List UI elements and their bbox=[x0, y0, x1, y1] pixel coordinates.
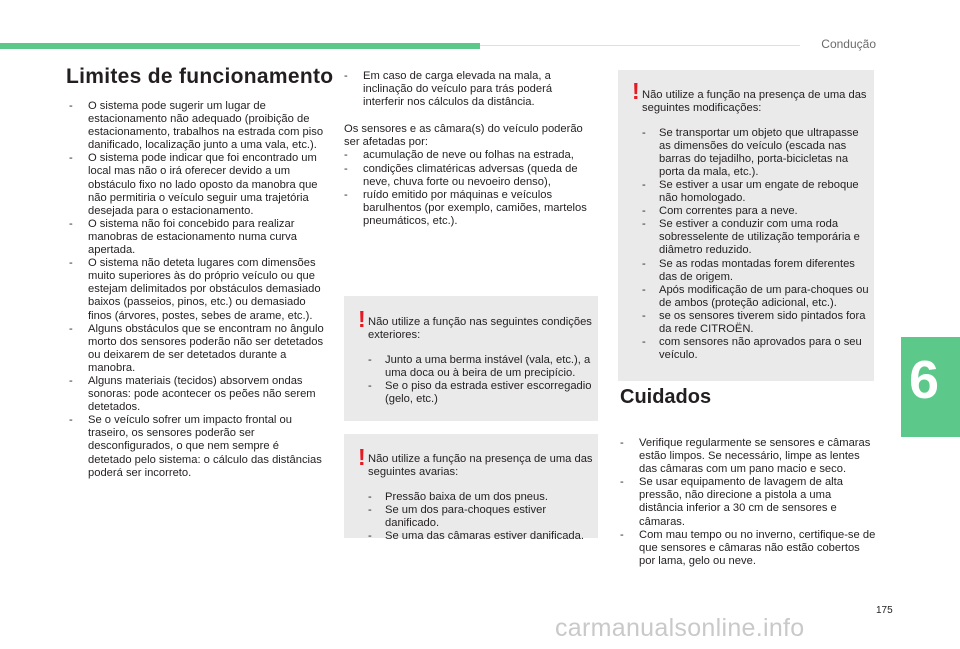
limits-item: - O sistema pode indicar que foi encontrado um local mas não o irá oferecer devido a um obstáculo fixo no lado oposto da manobra que não permitiria o veículo seguir uma trajetória desejada para o estacionamento. bbox=[69, 152, 325, 217]
warning-item: - Junto a uma berma instável (vala, etc.), a uma doca ou à beira de um precipício. bbox=[368, 354, 594, 380]
limits-item: - Alguns materiais (tecidos) absorvem ondas sonoras: pode acontecer os peões não serem detetados. bbox=[69, 375, 325, 414]
limits-item: - Alguns obstáculos que se encontram no ângulo morto dos sensores poderão não ser detetados ou deixarem de ser detetados durante a manobra. bbox=[69, 323, 325, 375]
care-item: - Verifique regularmente se sensores e câmaras estão limpos. Se necessário, limpe as lentes das câmaras com um pano macio e seco. bbox=[620, 437, 878, 476]
warning-intro: Não utilize a função nas seguintes condições exteriores: bbox=[368, 316, 592, 342]
section-title: Condução bbox=[821, 37, 876, 51]
limits-item: - O sistema não foi concebido para realizar manobras de estacionamento numa curva apertada. bbox=[69, 218, 325, 257]
warning-list bbox=[368, 354, 594, 406]
warning-item: - Se estiver a usar um engate de reboque não homologado. bbox=[642, 179, 870, 205]
load-list bbox=[344, 70, 596, 109]
care-item: - Com mau tempo ou no inverno, certifique-se de que sensores e câmaras não estão cobertos por lama, gelo ou neve. bbox=[620, 529, 878, 568]
warning-box-faults bbox=[344, 434, 598, 542]
limits-item: - Se o veículo sofrer um impacto frontal ou traseiro, os sensores poderão ser desconfigurados, o que nem sempre é detetado pelo sistema: o cálculo das distâncias poderá ser incorreto. bbox=[69, 414, 325, 479]
warning-intro: Não utilize a função na presença de uma das seguintes avarias: bbox=[368, 453, 593, 479]
warning-list bbox=[368, 491, 596, 543]
warning-box-modifications bbox=[618, 70, 874, 381]
chapter-number: 6 bbox=[909, 350, 940, 410]
sensors-list bbox=[344, 149, 596, 228]
warning-item: - Se transportar um objeto que ultrapasse as dimensões do veículo (escada nas barras do tejadilho, porta-bicicletas na porta da mala, etc.). bbox=[642, 127, 870, 179]
middle-column bbox=[344, 70, 596, 228]
sensors-item: - ruído emitido por máquinas e veículos barulhentos (por exemplo, camiões, martelos pneumáticos, etc.). bbox=[344, 189, 596, 228]
warning-item: - Se as rodas montadas forem diferentes das de origem. bbox=[642, 258, 870, 284]
sensors-intro: Os sensores e as câmara(s) do veículo poderão ser afetadas por: bbox=[344, 123, 583, 149]
sensors-item: - acumulação de neve ou folhas na estrada, bbox=[344, 149, 596, 162]
warning-item: - Se um dos para-choques estiver danificado. bbox=[368, 504, 596, 530]
care-list bbox=[620, 437, 878, 568]
warning-intro: Não utilize a função na presença de uma das seguintes modificações: bbox=[642, 89, 867, 115]
warning-icon: ! bbox=[632, 78, 640, 104]
warning-item: - se os sensores tiverem sido pintados fora da rede CITROËN. bbox=[642, 310, 870, 336]
warning-item: - Se estiver a conduzir com uma roda sobresselente de utilização temporária e diâmetro reduzido. bbox=[642, 218, 870, 257]
limits-list-container bbox=[69, 100, 325, 480]
warning-item: - Com correntes para a neve. bbox=[642, 205, 870, 218]
warning-icon: ! bbox=[358, 444, 366, 470]
limits-item: - O sistema não deteta lugares com dimensões muito superiores às do próprio veículo ou que estejam delimitados por obstáculos demasiado baixos (passeios, pinos, etc.) ou demasiado finos (árvores, postes, sebes de arame, etc.). bbox=[69, 257, 325, 322]
warning-item: - Pressão baixa de um dos pneus. bbox=[368, 491, 596, 504]
warning-list bbox=[642, 127, 870, 363]
watermark: carmanualsonline.info bbox=[555, 614, 805, 642]
limits-heading: Limites de funcionamento bbox=[66, 65, 334, 88]
care-list-container bbox=[620, 437, 878, 568]
warning-box-exterior bbox=[344, 296, 598, 421]
sensors-item: - condições climatéricas adversas (queda de neve, chuva forte ou nevoeiro denso), bbox=[344, 163, 596, 189]
warning-icon: ! bbox=[358, 306, 366, 332]
warning-item: - Se o piso da estrada estiver escorregadio (gelo, etc.) bbox=[368, 380, 594, 406]
care-item: - Se usar equipamento de lavagem de alta pressão, não direcione a pistola a uma distância inferior a 30 cm de sensores e câmaras. bbox=[620, 476, 878, 528]
warning-item: - Se uma das câmaras estiver danificada. bbox=[368, 530, 596, 543]
limits-item: - O sistema pode sugerir um lugar de estacionamento não adequado (proibição de estacionamento, trabalhos na estrada com piso danificado, localização junto a uma vala, etc.). bbox=[69, 100, 325, 152]
warning-item: - Após modificação de um para-choques ou de ambos (proteção adicional, etc.). bbox=[642, 284, 870, 310]
warning-item: - com sensores não aprovados para o seu veículo. bbox=[642, 336, 870, 362]
care-heading: Cuidados bbox=[620, 386, 712, 408]
page-number: 175 bbox=[876, 605, 893, 616]
header-accent-bar bbox=[0, 43, 480, 49]
load-item: - Em caso de carga elevada na mala, a inclinação do veículo para trás poderá interferir nos cálculos da distância. bbox=[344, 70, 596, 109]
header-rule bbox=[480, 45, 800, 46]
limits-list bbox=[69, 100, 325, 480]
